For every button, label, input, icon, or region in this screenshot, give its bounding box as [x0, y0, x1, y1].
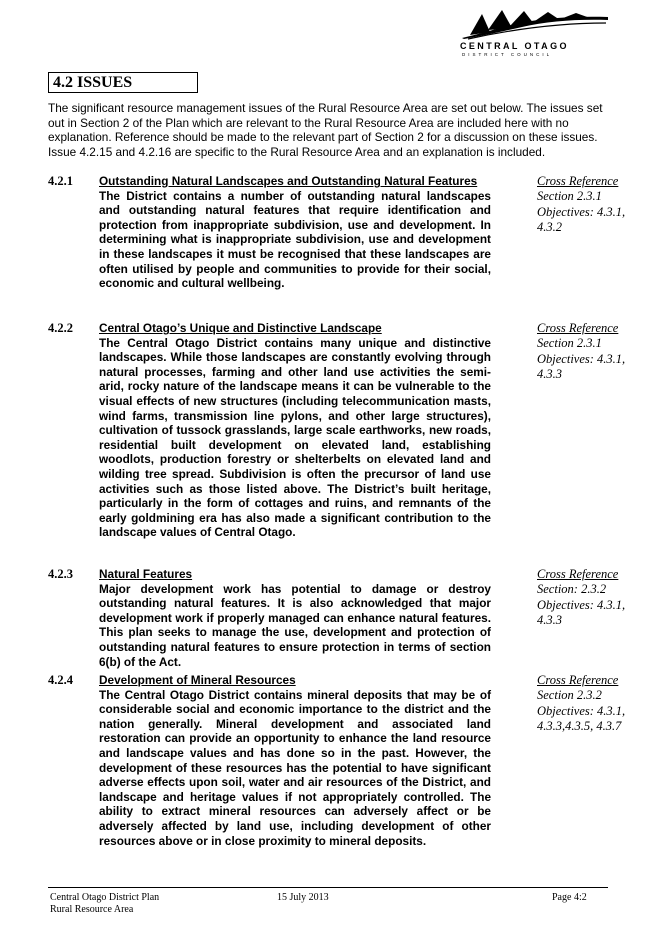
issue-number: 4.2.3: [48, 567, 73, 581]
cross-reference-line: Objectives: 4.3.1,: [537, 703, 626, 718]
section-title: 4.2 ISSUES: [48, 72, 198, 93]
footer-divider: [48, 887, 608, 888]
cross-reference-line: Objectives: 4.3.1,: [537, 351, 626, 366]
footer-plan-info: [50, 892, 159, 916]
issue-number: 4.2.4: [48, 673, 73, 687]
cross-reference-line: 4.3.3,4.3.5, 4.3.7: [537, 718, 622, 733]
cross-reference-line: 4.3.3: [537, 612, 562, 627]
mountains-icon: [460, 8, 610, 40]
cross-reference-line: Objectives: 4.3.1,: [537, 597, 626, 612]
cross-reference-heading: Cross Reference: [537, 174, 619, 188]
intro-line: out in Section 2 of the Plan which are relevant to the Rural Resource Area are included here with no: [48, 115, 569, 130]
cross-reference-line: Section 2.3.1: [537, 336, 602, 351]
cross-reference-line: 4.3.3: [537, 366, 562, 381]
cross-reference: [537, 567, 637, 628]
issue-text: The Central Otago District contains mineral deposits that may be of considerable social and economic importance to the district and the nation generally. Mineral development and associated land restoration can provide an opportunity to enhance the land resource and landscape values and has done so in the past. However, the development of these resources has the potential to have significant adverse effects upon soil, water and air resources of the District, and landscape and heritage values if not appropriately controlled. The ability to extract mineral resources can adversely affect or be adversely affected by land use, including development of other resources above or in close proximity to mineral deposits.: [99, 687, 491, 848]
footer-page-number: Page 4:2: [552, 892, 587, 903]
council-logo: [460, 8, 610, 58]
cross-reference: [537, 174, 637, 235]
issue-text: The District contains a number of outstanding natural landscapes and outstanding natural features that require identification and protection from inappropriate subdivision, use and development. In determining what is inappropriate subdivision, use and development in these landscapes it must be recognised that these landscapes are often utilised by people and communities to provide for their social, economic and cultural wellbeing.: [99, 188, 491, 291]
issue-number: 4.2.2: [48, 321, 73, 335]
cross-reference-line: Section 2.3.1: [537, 189, 602, 204]
issue-title: Central Otago’s Unique and Distinctive Landscape: [99, 321, 382, 335]
cross-reference-heading: Cross Reference: [537, 321, 619, 335]
issue-number: 4.2.1: [48, 174, 73, 188]
logo-subtitle: DISTRICT COUNCIL: [462, 52, 553, 57]
footer-area-name: Rural Resource Area: [50, 904, 134, 915]
intro-line: Issue 4.2.15 and 4.2.16 are specific to the Rural Resource Area and an explanation is included.: [48, 144, 546, 159]
intro-line: explanation. Reference should be made to the relevant part of Section 2 for a discussion on these issues.: [48, 130, 598, 145]
footer-plan-name: Central Otago District Plan: [50, 892, 160, 903]
issue-title: Natural Features: [99, 567, 193, 581]
logo-name: CENTRAL OTAGO: [460, 41, 569, 51]
intro-line: The significant resource management issues of the Rural Resource Area are set out below. The issues set: [48, 101, 603, 115]
footer-date: 15 July 2013: [277, 892, 329, 903]
intro-paragraph: [48, 101, 608, 159]
issue-title: Outstanding Natural Landscapes and Outstanding Natural Features: [99, 174, 478, 188]
cross-reference-line: Section: 2.3.2: [537, 582, 607, 597]
cross-reference-line: 4.3.2: [537, 219, 562, 234]
issue-body: [99, 321, 491, 540]
issue-body: [99, 673, 491, 848]
issue-body: [99, 567, 491, 669]
cross-reference-heading: Cross Reference: [537, 673, 619, 687]
issue-title: Development of Mineral Resources: [99, 673, 296, 687]
issue-text: The Central Otago District contains many unique and distinctive landscapes. While those landscapes are constantly evolving through natural processes, farming and other land use activities the semi-arid, rocky nature of the landscape means it can be vulnerable to the visual effects of new structures (including telecommunication masts, wind farms, transmission line pylons, and other large structures), cultivation of tussock grasslands, large scale earthworks, new roads, residential built development on elevated land, establishing woodlots, production forestry or shelterbelts on elevated land and wilding tree spread. Subdivision is often the precursor of land use activities such as those listed above. The District’s built heritage, particularly in the form of cottages and ruins, and remnants of the early goldmining era has also made a significant contribution to the landscape values of Central Otago.: [99, 335, 491, 540]
issue-text: Major development work has potential to damage or destroy outstanding natural features. It is also acknowledged that major development work if properly managed can enhance natural features. This plan seeks to manage the use, development and protection of outstanding natural features to ensure protection in terms of section 6(b) of the Act.: [99, 581, 491, 669]
cross-reference-heading: Cross Reference: [537, 567, 619, 581]
cross-reference-line: Section 2.3.2: [537, 688, 602, 703]
cross-reference-line: Objectives: 4.3.1,: [537, 204, 626, 219]
cross-reference: [537, 321, 637, 382]
cross-reference: [537, 673, 637, 734]
issue-body: [99, 174, 491, 291]
